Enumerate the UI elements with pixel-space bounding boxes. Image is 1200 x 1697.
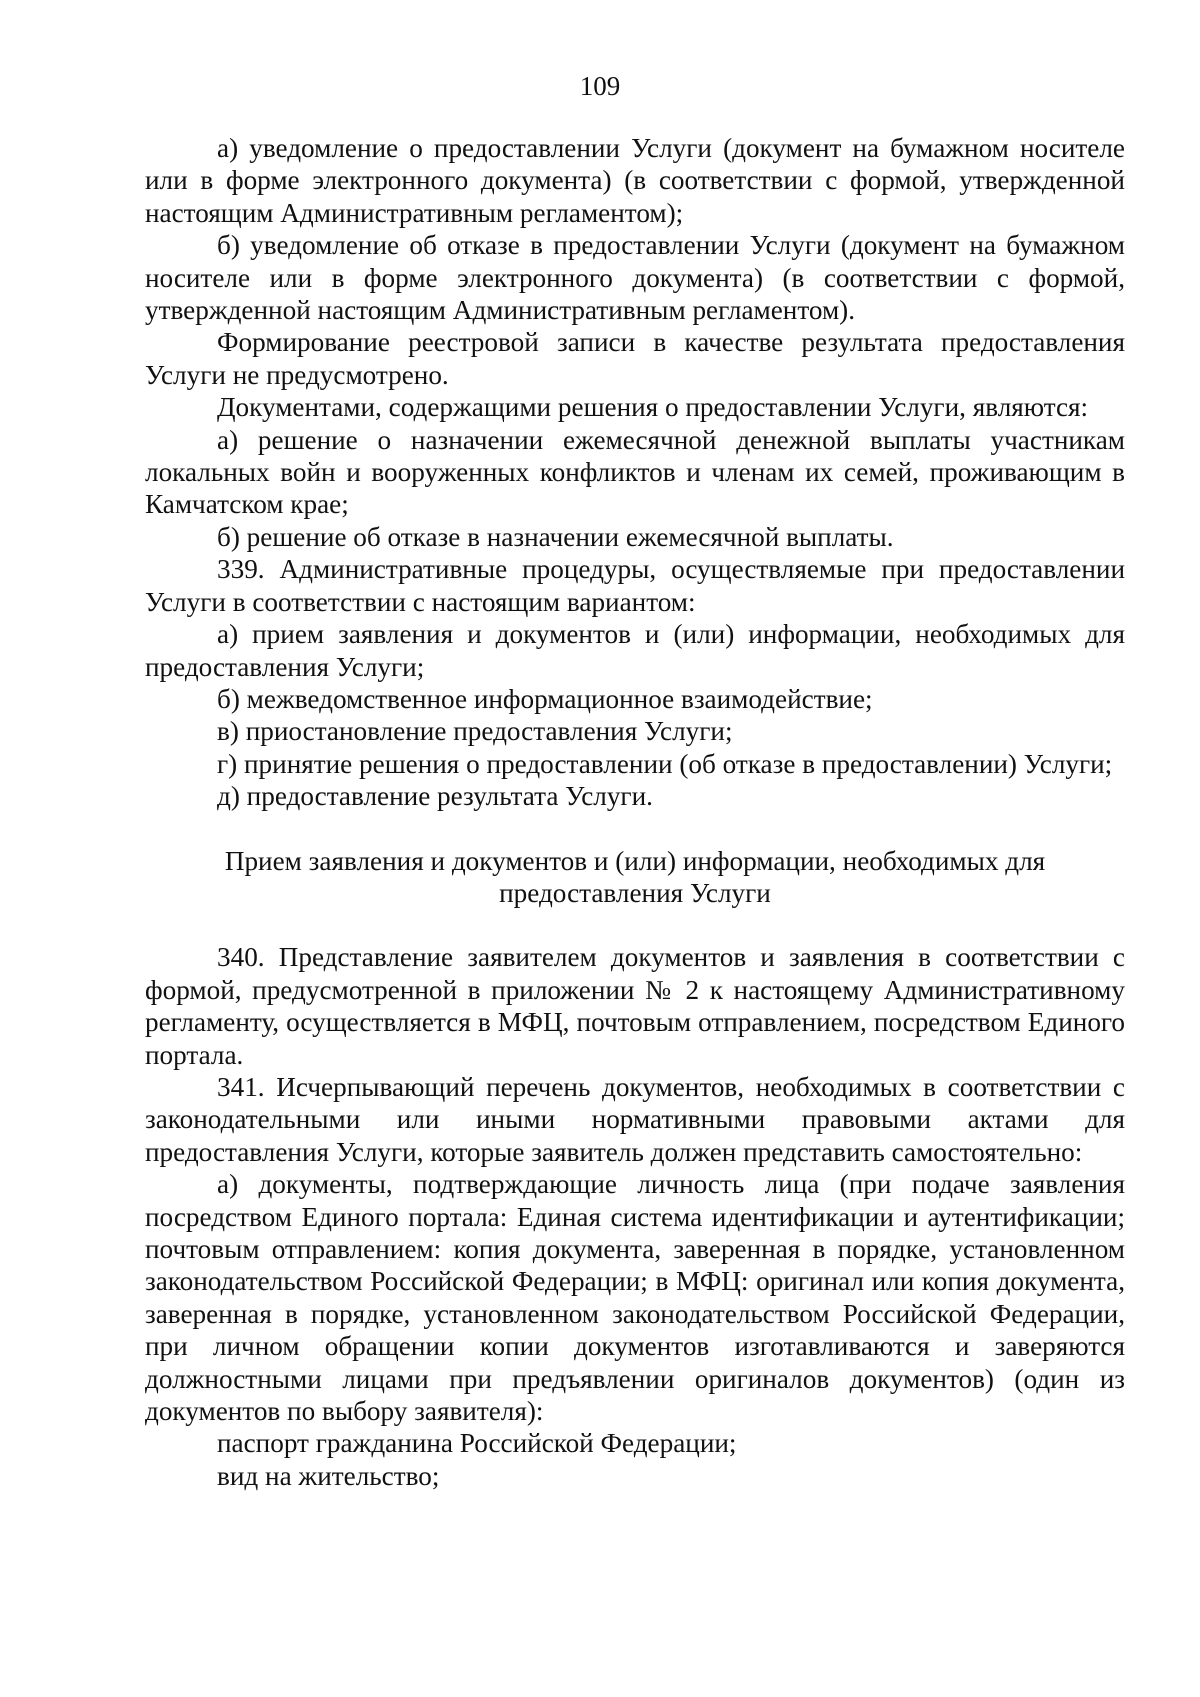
paragraph: 341. Исчерпывающий перечень документов, необходимых в соответствии с законодательными или иными нормативными правовыми актами для предоставления Услуги, которые заявитель должен представить самостоятельно: [145, 1071, 1125, 1167]
paragraph: Формирование реестровой записи в качестве результата предоставления Услуги не предусмотрено. [145, 327, 1125, 390]
paragraph: д) предоставление результата Услуги. [217, 781, 653, 812]
list-item: вид на жительство; [217, 1460, 440, 1491]
paragraph: а) документы, подтверждающие личность лица (при подаче заявления посредством Единого портала: Единая система идентификации и аутентификации; почтовым отправлением: копия документа, заверенная в порядке, установленном законодательством Российской Федерации; в МФЦ: оригинал или копия документа, заверенная в порядке, установленном законодательством Российской Федерации, при личном обращении копии документов изготавливаются и заверяются должностными лицами при предъявлении оригиналов документов) (один из документов по выбору заявителя): [145, 1169, 1125, 1427]
paragraph: Документами, содержащими решения о предоставлении Услуги, являются: [217, 392, 1089, 423]
list-item: паспорт гражданина Российской Федерации; [217, 1428, 737, 1459]
page-number: 109 [579, 71, 621, 101]
paragraph: б) решение об отказе в назначении ежемесячной выплаты. [217, 521, 894, 552]
paragraph: 340. Представление заявителем документов и заявления в соответствии с формой, предусмотренной в приложении № 2 к настоящему Административному регламенту, осуществляется в МФЦ, почтовым отправлением, посредством Единого портала. [145, 942, 1125, 1070]
document-body [145, 132, 1125, 1492]
paragraph: б) уведомление об отказе в предоставлении Услуги (документ на бумажном носителе или в форме электронного документа) (в соответствии с формой, утвержденной настоящим Административным регламентом). [145, 230, 1125, 326]
paragraph: а) прием заявления и документов и (или) информации, необходимых для предоставления Услуги; [145, 619, 1125, 682]
paragraph: 339. Административные процедуры, осуществляемые при предоставлении Услуги в соответствии с настоящим вариантом: [145, 554, 1125, 617]
paragraph: а) уведомление о предоставлении Услуги (документ на бумажном носителе или в форме электронного документа) (в соответствии с формой, утвержденной настоящим Административным регламентом); [145, 133, 1125, 228]
section-heading: Прием заявления и документов и (или) информации, необходимых для предоставления Услуги [224, 845, 1046, 908]
paragraph: а) решение о назначении ежемесячной денежной выплаты участникам локальных войн и вооруженных конфликтов и членам их семей, проживающим в Камчатском крае; [145, 424, 1125, 520]
paragraph: г) принятие решения о предоставлении (об отказе в предоставлении) Услуги; [217, 748, 1113, 779]
paragraph: в) приостановление предоставления Услуги; [217, 716, 733, 747]
paragraph: б) межведомственное информационное взаимодействие; [217, 683, 873, 714]
